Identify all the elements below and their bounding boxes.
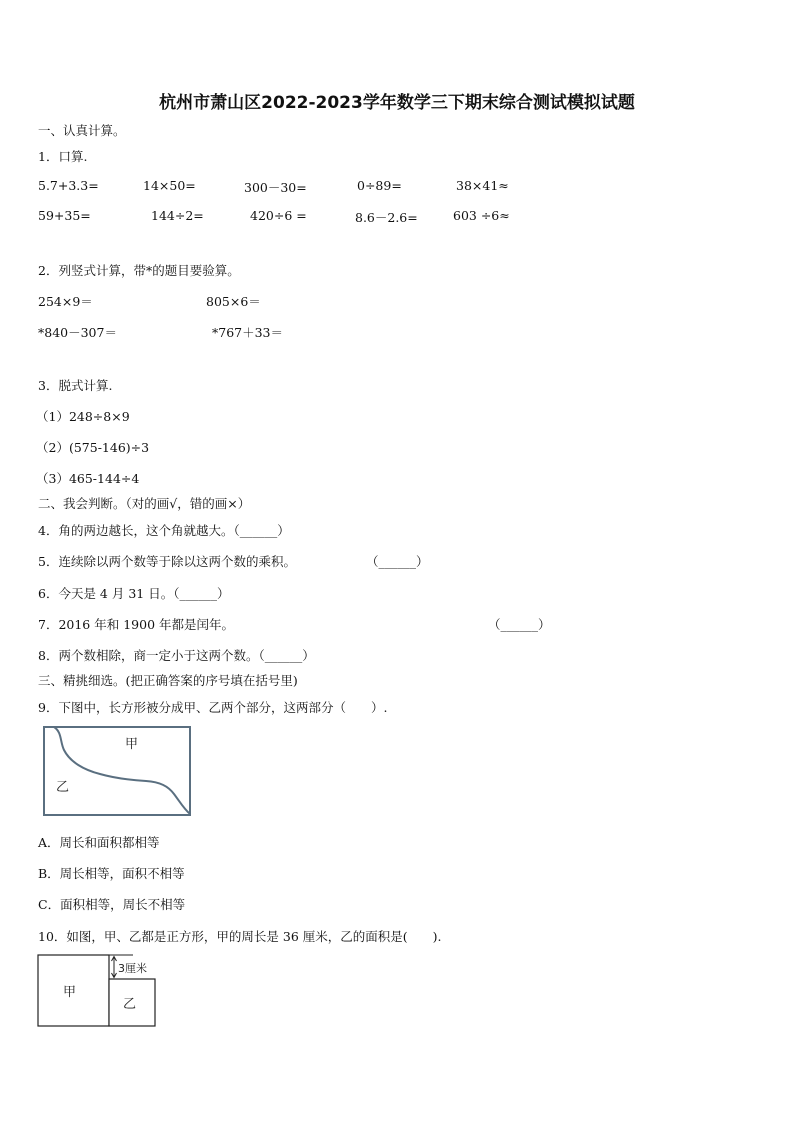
question-3-label: 3．脱式计算. [38,378,113,393]
oral-calc-item: 8.6－2.6= [355,210,418,225]
oral-calc-item: 144÷2= [151,208,204,223]
answer-blank: （______） [366,554,429,569]
vertical-calc-item: *767＋33＝ [212,325,284,340]
question-10-text: 10．如图，甲、乙都是正方形，甲的周长是 36 厘米，乙的面积是( ). [38,929,442,944]
question-7-text: 7．2016 年和 1900 年都是闰年。 [38,617,234,632]
question-2-label: 2．列竖式计算，带*的题目要验算。 [38,263,240,278]
section-2-heading: 二、我会判断。（对的画√，错的画×） [38,496,251,511]
oral-calc-item: 14×50= [143,178,196,193]
oral-calc-item: 5.7+3.3= [38,178,99,193]
vertical-calc-item: *840－307＝ [38,325,117,340]
option-a: A．周长和面积都相等 [38,835,160,850]
figure-label-jia: 甲 [63,985,77,1000]
question-9-text: 9．下图中，长方形被分成甲、乙两个部分，这两部分（ ）. [38,700,388,715]
figure-label-yi: 乙 [56,780,70,795]
oral-calc-item: 59+35= [38,208,91,223]
vertical-calc-item: 805×6＝ [206,294,261,309]
oral-calc-item: 0÷89= [357,178,402,193]
stepwise-calc-item: （1）248÷8×9 [36,409,130,424]
question-6: 6．今天是 4 月 31 日。（______） [38,586,230,601]
vertical-calc-item: 254×9＝ [38,294,93,309]
option-b: B．周长相等，面积不相等 [38,866,185,881]
oral-calc-item: 300－30= [244,180,307,195]
stepwise-calc-item: （2）(575-146)÷3 [36,440,150,455]
page-title: 杭州市萧山区2022-2023学年数学三下期末综合测试模拟试题 [159,93,635,113]
question-8: 8．两个数相除，商一定小于这两个数。（______） [38,648,315,663]
stepwise-calc-item: （3）465-144÷4 [36,471,140,486]
question-5-text: 5．连续除以两个数等于除以这两个数的乘积。 [38,554,296,569]
question-4: 4．角的两边越长，这个角就越大。（______） [38,523,290,538]
option-c: C．面积相等，周长不相等 [38,897,186,912]
oral-calc-item: 38×41≈ [456,178,509,193]
section-3-heading: 三、精挑细选。(把正确答案的序号填在括号里) [38,673,298,688]
question-9-figure [40,724,194,818]
section-1-heading: 一、认真计算。 [38,123,126,138]
oral-calc-item: 603 ÷6≈ [453,208,510,223]
measure-label: 3厘米 [118,962,147,975]
oral-calc-item: 420÷6 = [250,208,307,223]
figure-label-jia: 甲 [125,737,139,752]
answer-blank: （______） [488,617,551,632]
figure-label-yi: 乙 [123,997,137,1012]
question-10-figure [37,953,161,1029]
question-1-label: 1．口算. [38,149,88,164]
